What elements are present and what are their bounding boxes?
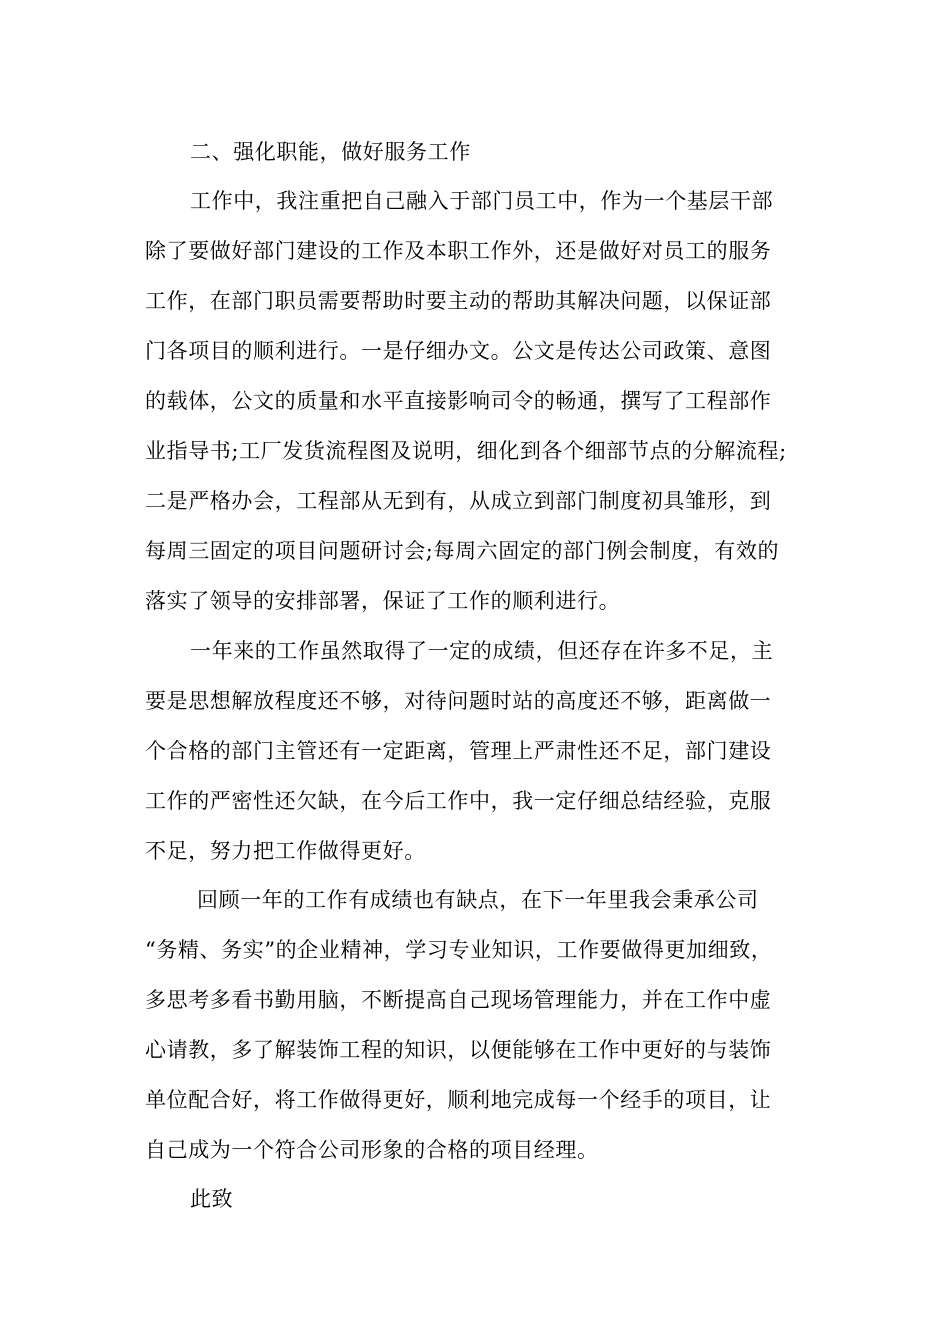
section-heading: 二、强化职能，做好服务工作 xyxy=(190,140,471,164)
paragraph-2-line-1: 一年来的工作虽然取得了一定的成绩，但还存在许多不足，主 xyxy=(190,639,774,663)
paragraph-1-line-8: 每周三固定的项目问题研讨会;每周六固定的部门例会制度，有效的 xyxy=(145,539,780,563)
paragraph-3-line-3: 多思考多看书勤用脑，不断提高自己现场管理能力，并在工作中虚 xyxy=(145,988,772,1012)
paragraph-3-line-5: 单位配合好，将工作做得更好，顺利地完成每一个经手的项目，让 xyxy=(145,1088,772,1112)
paragraph-1-line-9: 落实了领导的安排部署，保证了工作的顺利进行。 xyxy=(145,589,621,613)
paragraph-3-line-1: 回顾一年的工作有成绩也有缺点，在下一年里我会秉承公司 xyxy=(197,888,759,912)
paragraph-1-line-6: 业指导书;工厂发货流程图及说明，细化到各个细部节点的分解流程; xyxy=(145,439,787,463)
paragraph-3-line-6: 自己成为一个符合公司形象的合格的项目经理。 xyxy=(145,1138,599,1162)
paragraph-3-line-4: 心请教，多了解装饰工程的知识，以便能够在工作中更好的与装饰 xyxy=(145,1038,772,1062)
closing-salutation: 此致 xyxy=(190,1187,234,1211)
paragraph-1-line-7: 二是严格办会，工程部从无到有，从成立到部门制度初具雏形，到 xyxy=(145,489,772,513)
paragraph-1-line-5: 的载体，公文的质量和水平直接影响司令的畅通，撰写了工程部作 xyxy=(145,389,772,413)
paragraph-1-line-2: 除了要做好部门建设的工作及本职工作外，还是做好对员工的服务 xyxy=(145,239,772,263)
paragraph-1-line-3: 工作，在部门职员需要帮助时要主动的帮助其解决问题，以保证部 xyxy=(145,289,772,313)
paragraph-3-line-2: “务精、务实”的企业精神，学习专业知识，工作要做得更加细致， xyxy=(145,938,773,962)
paragraph-1-line-1: 工作中，我注重把自己融入于部门员工中，作为一个基层干部 xyxy=(190,189,774,213)
paragraph-2-line-2: 要是思想解放程度还不够，对待问题时站的高度还不够，距离做一 xyxy=(145,689,772,713)
paragraph-1-line-4: 门各项目的顺利进行。一是仔细办文。公文是传达公司政策、意图 xyxy=(145,339,772,363)
paragraph-2-line-4: 工作的严密性还欠缺，在今后工作中，我一定仔细总结经验，克服 xyxy=(145,789,772,813)
paragraph-2-line-5: 不足，努力把工作做得更好。 xyxy=(145,839,426,863)
paragraph-2-line-3: 个合格的部门主管还有一定距离，管理上严肃性还不足，部门建设 xyxy=(145,739,772,763)
